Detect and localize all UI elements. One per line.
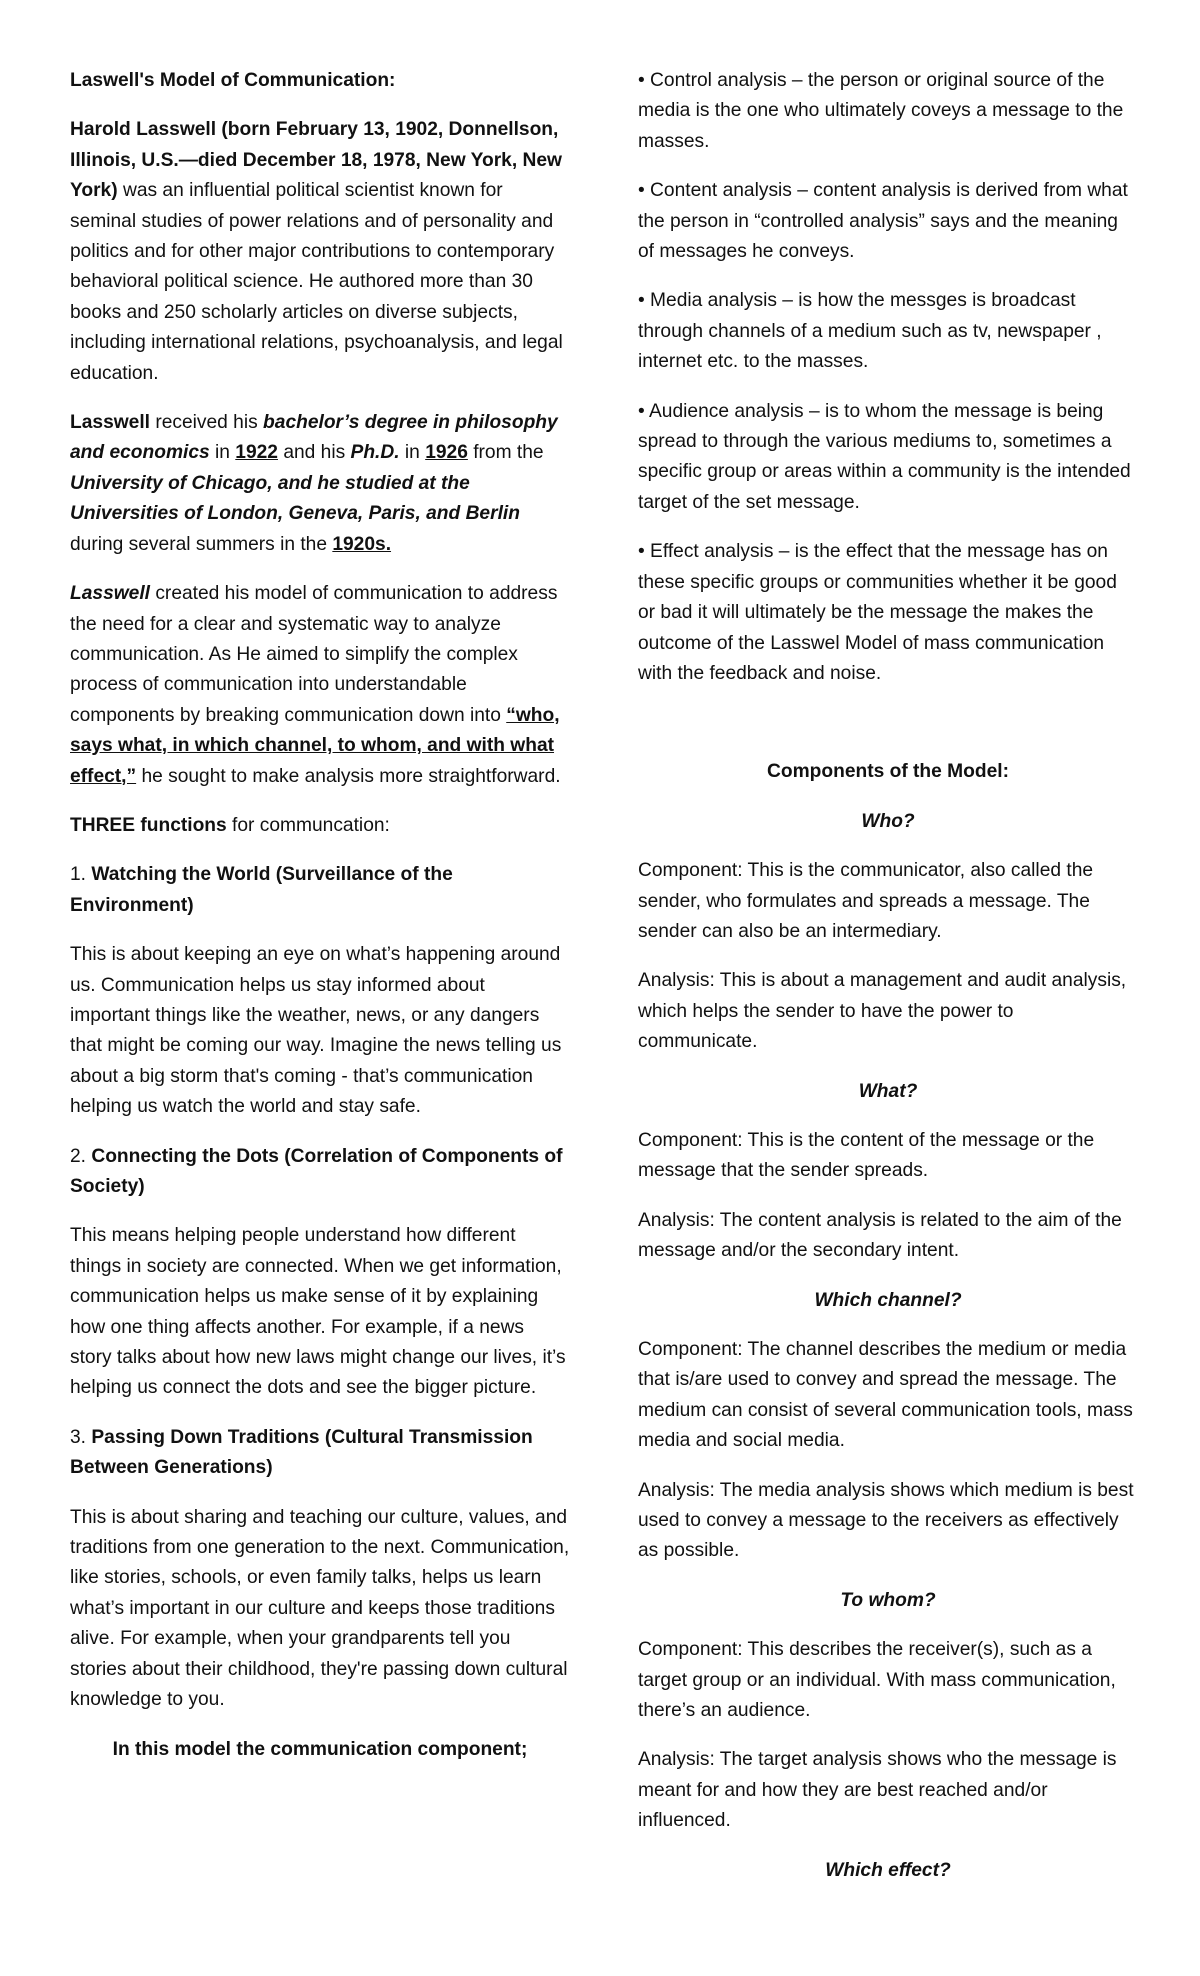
- section-heading-which-channel: Which channel?: [814, 1289, 962, 1311]
- education-universities: University of Chicago, and he studied at the Universities of London, Geneva, Paris, and Berlin: [70, 472, 520, 525]
- document-title: Laswell's Model of Communication:: [70, 70, 396, 91]
- education-text: during several summers in the: [70, 533, 333, 555]
- bio-name: Harold Lasswell (born February 13, 1902, Donnellson, Illinois, U.S.—died December 18, 1978, New York, New York): [70, 119, 562, 202]
- functions-intro-bold: THREE functions: [70, 814, 227, 836]
- education-name: Lasswell: [70, 412, 150, 434]
- function-title: Connecting the Dots (Correlation of Components of Society): [70, 1145, 563, 1197]
- right-column: [638, 66, 1138, 1905]
- section-whom-component: Component: This describes the receiver(s), such as a target group or an individual. With mass communication, there’s an audience.: [638, 1639, 1116, 1722]
- model-paragraph: [70, 579, 570, 792]
- function-1-heading: [70, 860, 570, 921]
- bio-paragraph: [70, 115, 570, 389]
- function-3-heading: [70, 1423, 570, 1484]
- section-what-component: Component: This is the content of the message or the message that the sender spreads.: [638, 1129, 1095, 1182]
- left-column: [70, 66, 570, 1784]
- function-number: 3.: [70, 1426, 92, 1448]
- section-heading-who: Who?: [861, 810, 915, 832]
- function-1-body: This is about keeping an eye on what’s happening around us. Communication helps us stay informed about important things like the weather, news, or any dangers that might be coming our way. Imagine the news telling us about a big storm that's coming - that’s communication helping us watch the world and stay safe.: [70, 944, 562, 1118]
- section-heading-which-effect: Which effect?: [825, 1859, 951, 1881]
- function-title: Passing Down Traditions (Cultural Transmission Between Generations): [70, 1426, 533, 1479]
- education-decade-link[interactable]: 1920s.: [332, 533, 392, 555]
- functions-intro: [70, 811, 570, 841]
- education-text: and his: [277, 442, 351, 464]
- bullet-effect-analysis: • Effect analysis – is the effect that the message has on these specific groups or communities whether it be good or bad it will ultimately be the message the makes the outcome of the Lasswel Model of mass communication with the feedback and noise.: [638, 541, 1117, 684]
- education-text: in: [209, 442, 236, 464]
- model-text: he sought to make analysis more straightforward.: [136, 765, 561, 787]
- section-channel-component: Component: The channel describes the medium or media that is/are used to convey and spread the message. The medium can consist of several communication tools, mass media and social media.: [638, 1339, 1133, 1452]
- function-title: Watching the World (Surveillance of the Environment): [70, 864, 453, 916]
- education-text: received his: [150, 412, 264, 434]
- education-year-link[interactable]: 1926: [425, 442, 468, 464]
- function-number: 1.: [70, 864, 92, 886]
- function-2-heading: [70, 1142, 570, 1203]
- components-heading: Components of the Model:: [767, 761, 1009, 783]
- education-paragraph: [70, 408, 570, 560]
- section-whom-analysis: Analysis: The target analysis shows who the message is meant for and how they are best reached and/or influenced.: [638, 1749, 1117, 1832]
- model-formula: “who, says what, in which channel, to whom, and with what effect,”: [70, 704, 560, 787]
- bio-text: was an influential political scientist known for seminal studies of power relations and of personality and politics and for other major contributions to contemporary behavioral political science. He authored more than 30 books and 250 scholarly articles on diverse subjects, including international relations, psychoanalysis, and legal education.: [70, 180, 563, 384]
- education-text: from the: [467, 442, 544, 464]
- education-phd: Ph.D.: [350, 442, 400, 464]
- bullet-media-analysis: • Media analysis – is how the messges is broadcast through channels of a medium such as tv, newspaper , internet etc. to the masses.: [638, 290, 1102, 373]
- function-2-body: This means helping people understand how different things in society are connected. When we get information, communication helps us make sense of it by explaining how one thing affects another. For example, if a news story talks about how new laws might change our lives, it’s helping us connect the dots and see the bigger picture.: [70, 1225, 566, 1399]
- section-what-analysis: Analysis: The content analysis is related to the aim of the message and/or the secondary intent.: [638, 1209, 1122, 1262]
- education-degree: bachelor’s degree in philosophy and economics: [70, 412, 558, 464]
- education-text: in: [399, 442, 426, 464]
- bullet-control-analysis: • Control analysis – the person or original source of the media is the one who ultimately coveys a message to the masses.: [638, 70, 1124, 152]
- education-year-link[interactable]: 1922: [235, 442, 278, 464]
- spacer: [638, 708, 1138, 757]
- section-channel-analysis: Analysis: The media analysis shows which medium is best used to convey a message to the receivers as effectively as possible.: [638, 1479, 1134, 1562]
- model-text: created his model of communication to address the need for a clear and systematic way to analyze communication. As He aimed to simplify the complex process of communication into understandable components by breaking communication down into: [70, 583, 558, 726]
- function-number: 2.: [70, 1145, 92, 1167]
- model-name: Lasswell: [70, 583, 150, 605]
- section-who-analysis: Analysis: This is about a management and audit analysis, which helps the sender to have the power to communicate.: [638, 970, 1127, 1053]
- bullet-audience-analysis: • Audience analysis – is to whom the message is being spread to through the various mediums to, sometimes a specific group or areas within a community is the intended target of the set message.: [638, 400, 1131, 513]
- function-3-body: This is about sharing and teaching our culture, values, and traditions from one generation to the next. Communication, like stories, schools, or even family talks, helps us learn what’s important in our culture and keeps those traditions alive. For example, when your grandparents tell you stories about their childhood, they're passing down cultural knowledge to you.: [70, 1506, 570, 1711]
- component-heading: In this model the communication component;: [112, 1738, 528, 1760]
- section-heading-to-whom: To whom?: [840, 1589, 936, 1611]
- bullet-content-analysis: • Content analysis – content analysis is derived from what the person in “controlled analysis” says and the meaning of messages he conveys.: [638, 180, 1128, 263]
- section-who-component: Component: This is the communicator, also called the sender, who formulates and spreads a message. The sender can also be an intermediary.: [638, 860, 1094, 942]
- functions-intro-text: for communcation:: [226, 814, 390, 836]
- section-heading-what: What?: [858, 1080, 918, 1102]
